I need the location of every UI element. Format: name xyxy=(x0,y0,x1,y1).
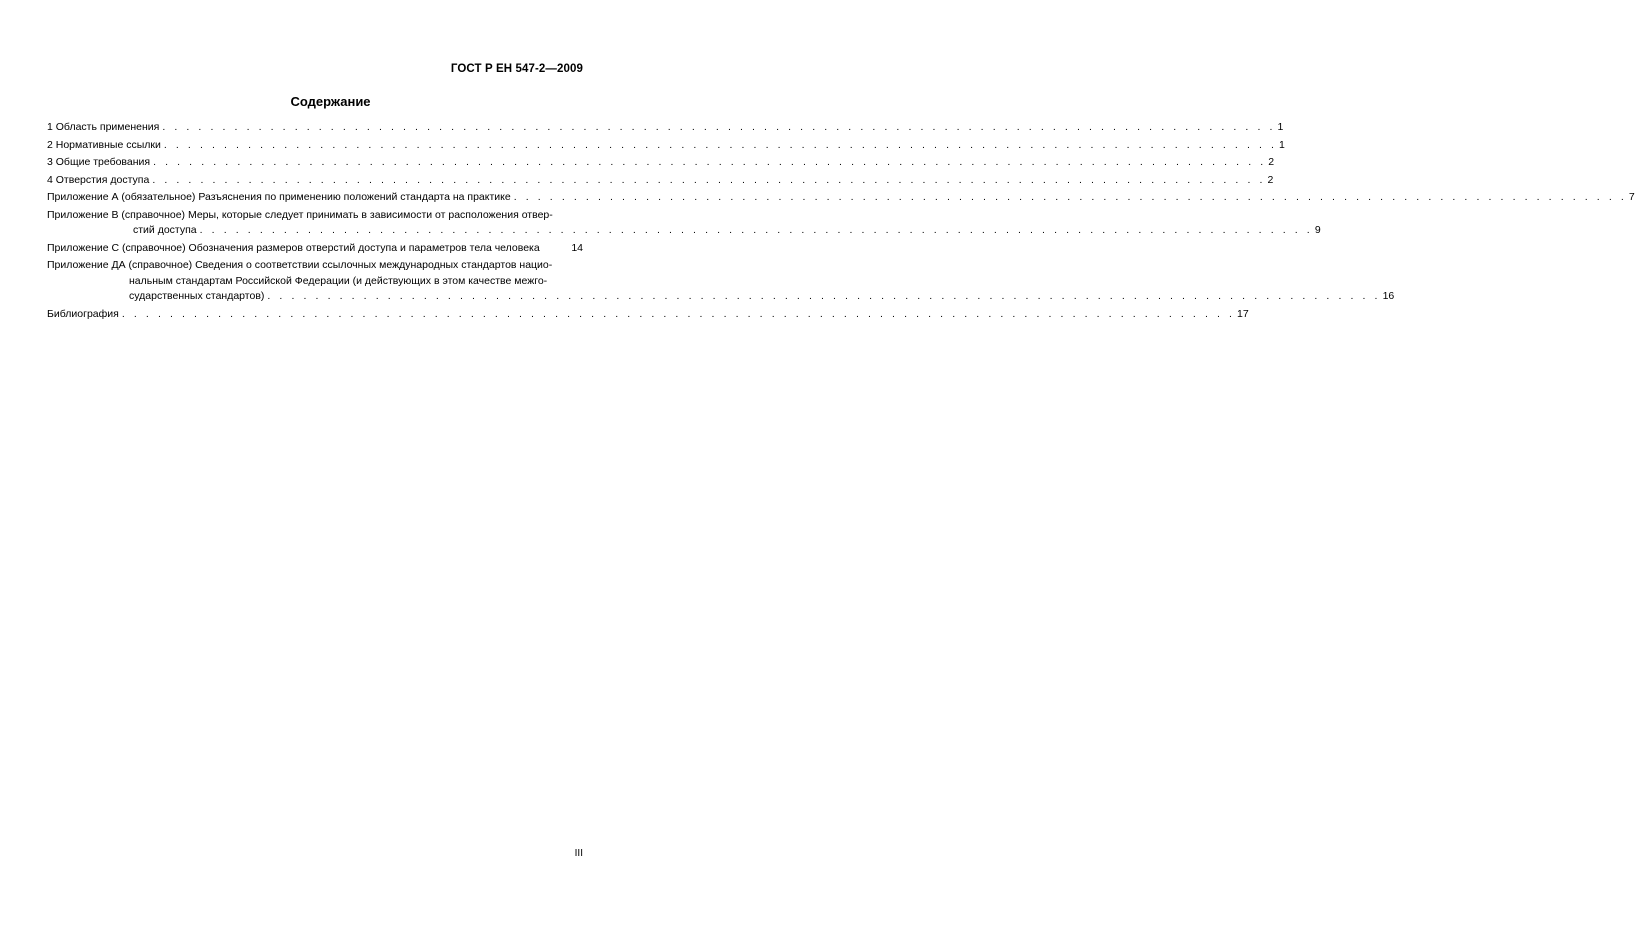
toc-page-number: 2 xyxy=(1267,173,1274,186)
toc-entry-label: Библиография xyxy=(47,307,119,320)
toc-page-number: 2 xyxy=(1268,156,1275,168)
toc-leader: . . . . . . . . . . . . . . . . . . . . . . . . . . . . . . . . . . . . . . . . . . . . . . . . . . . . . . . . . . . . . . . . . . . . . . . . . . . . . . . . . . . . . . . . . . . . . xyxy=(163,138,1278,151)
toc-page-number: 14 xyxy=(571,241,583,254)
toc-entry-label: 2 Нормативные ссылки xyxy=(47,138,161,151)
document-code: ГОСТ Р ЕН 547-2—2009 xyxy=(450,63,583,75)
toc-entry-label-continuation: сударственных стандартов) xyxy=(129,290,265,302)
toc-entry-scope[interactable] xyxy=(47,120,1284,136)
toc-entry-annex-da[interactable] xyxy=(47,258,1395,305)
toc-page-number: 16 xyxy=(1382,290,1395,302)
page-number: III xyxy=(574,848,583,859)
page-title: Содержание xyxy=(290,94,371,109)
toc-entry-annex-a[interactable] xyxy=(47,190,1635,206)
toc-entry-access-openings[interactable] xyxy=(47,173,1274,189)
toc-leader: . . . . . . . . . . . . . . . . . . . . . . . . . . . . . . . . . . . . . . . . . . . . . . . . . . . . . . . . . . . . . . . . . . . . . . . . . . . . . . . . . . . . . . . . . . . . . xyxy=(152,173,1266,186)
toc-page-number: 17 xyxy=(1237,307,1249,320)
toc-page-number: 7 xyxy=(1628,191,1635,203)
toc-entry-annex-b[interactable] xyxy=(47,208,1321,239)
toc-entry-label: 4 Отверстия доступа xyxy=(47,173,150,186)
toc-entry-label: Приложение А (обязательное) Разъяснения по применению положений стандарта на практике xyxy=(47,191,511,203)
toc-leader: . . . . . . . . . . . . . . . . . . . . . . . . . . . . . . . . . . . . . . . . . . . . . . . . . . . . . . . . . . . . . . . . . . . . . . . . . . . . . . . . . . . . . . . . . . . . . xyxy=(513,191,1627,203)
toc-entry-label-continuation: нальным стандартам Российской Федерации (и действующих в этом качестве межго- xyxy=(129,274,548,287)
toc-entry-label: Приложение С (справочное) Обозначения размеров отверстий доступа и параметров тела человека xyxy=(47,241,540,254)
toc-leader: . . . . . . . . . . . . . . . . . . . . . . . . . . . . . . . . . . . . . . . . . . . . . . . . . . . . . . . . . . . . . . . . . . . . . . . . . . . . . . . . . . . . . . . . . . . . . xyxy=(162,121,1276,133)
toc-entry-label: 1 Область применения xyxy=(47,121,160,133)
toc-entry-label: Приложение ДА (справочное) Сведения о соответствии ссылочных международных стандартов нацио- xyxy=(47,259,553,271)
table-of-contents xyxy=(47,120,1635,322)
toc-entry-general-requirements[interactable] xyxy=(47,155,1275,171)
toc-entry-normative-references[interactable] xyxy=(47,138,1285,154)
toc-leader: . . . . . . . . . . . . . . . . . . . . . . . . . . . . . . . . . . . . . . . . . . . . . . . . . . . . . . . . . . . . . . . . . . . . . . . . . . . . . . . . . . . . . . . . . . . . . xyxy=(121,307,1236,320)
toc-entry-bibliography[interactable] xyxy=(47,307,1249,323)
toc-page-number: 1 xyxy=(1277,121,1284,133)
toc-entry-label: 3 Общие требования xyxy=(47,156,151,168)
toc-page-number: 1 xyxy=(1279,138,1285,151)
toc-page-number: 9 xyxy=(1314,224,1321,236)
toc-entry-label: Приложение В (справочное) Меры, которые следует принимать в зависимости от расположения отвер- xyxy=(47,208,553,221)
toc-entry-annex-c[interactable] xyxy=(47,241,583,257)
toc-leader: . . . . . . . . . . . . . . . . . . . . . . . . . . . . . . . . . . . . . . . . . . . . . . . . . . . . . . . . . . . . . . . . . . . . . . . . . . . . . . . . . . . . . . . . . . . . . xyxy=(199,224,1313,236)
toc-leader: . . . . . . . . . . . . . . . . . . . . . . . . . . . . . . . . . . . . . . . . . . . . . . . . . . . . . . . . . . . . . . . . . . . . . . . . . . . . . . . . . . . . . . . . . . . . . xyxy=(267,290,1381,302)
toc-leader: . . . . . . . . . . . . . . . . . . . . . . . . . . . . . . . . . . . . . . . . . . . . . . . . . . . . . . . . . . . . . . . . . . . . . . . . . . . . . . . . . . . . . . . . . . . . . xyxy=(153,156,1267,168)
toc-entry-label-continuation: стий доступа xyxy=(133,224,197,236)
